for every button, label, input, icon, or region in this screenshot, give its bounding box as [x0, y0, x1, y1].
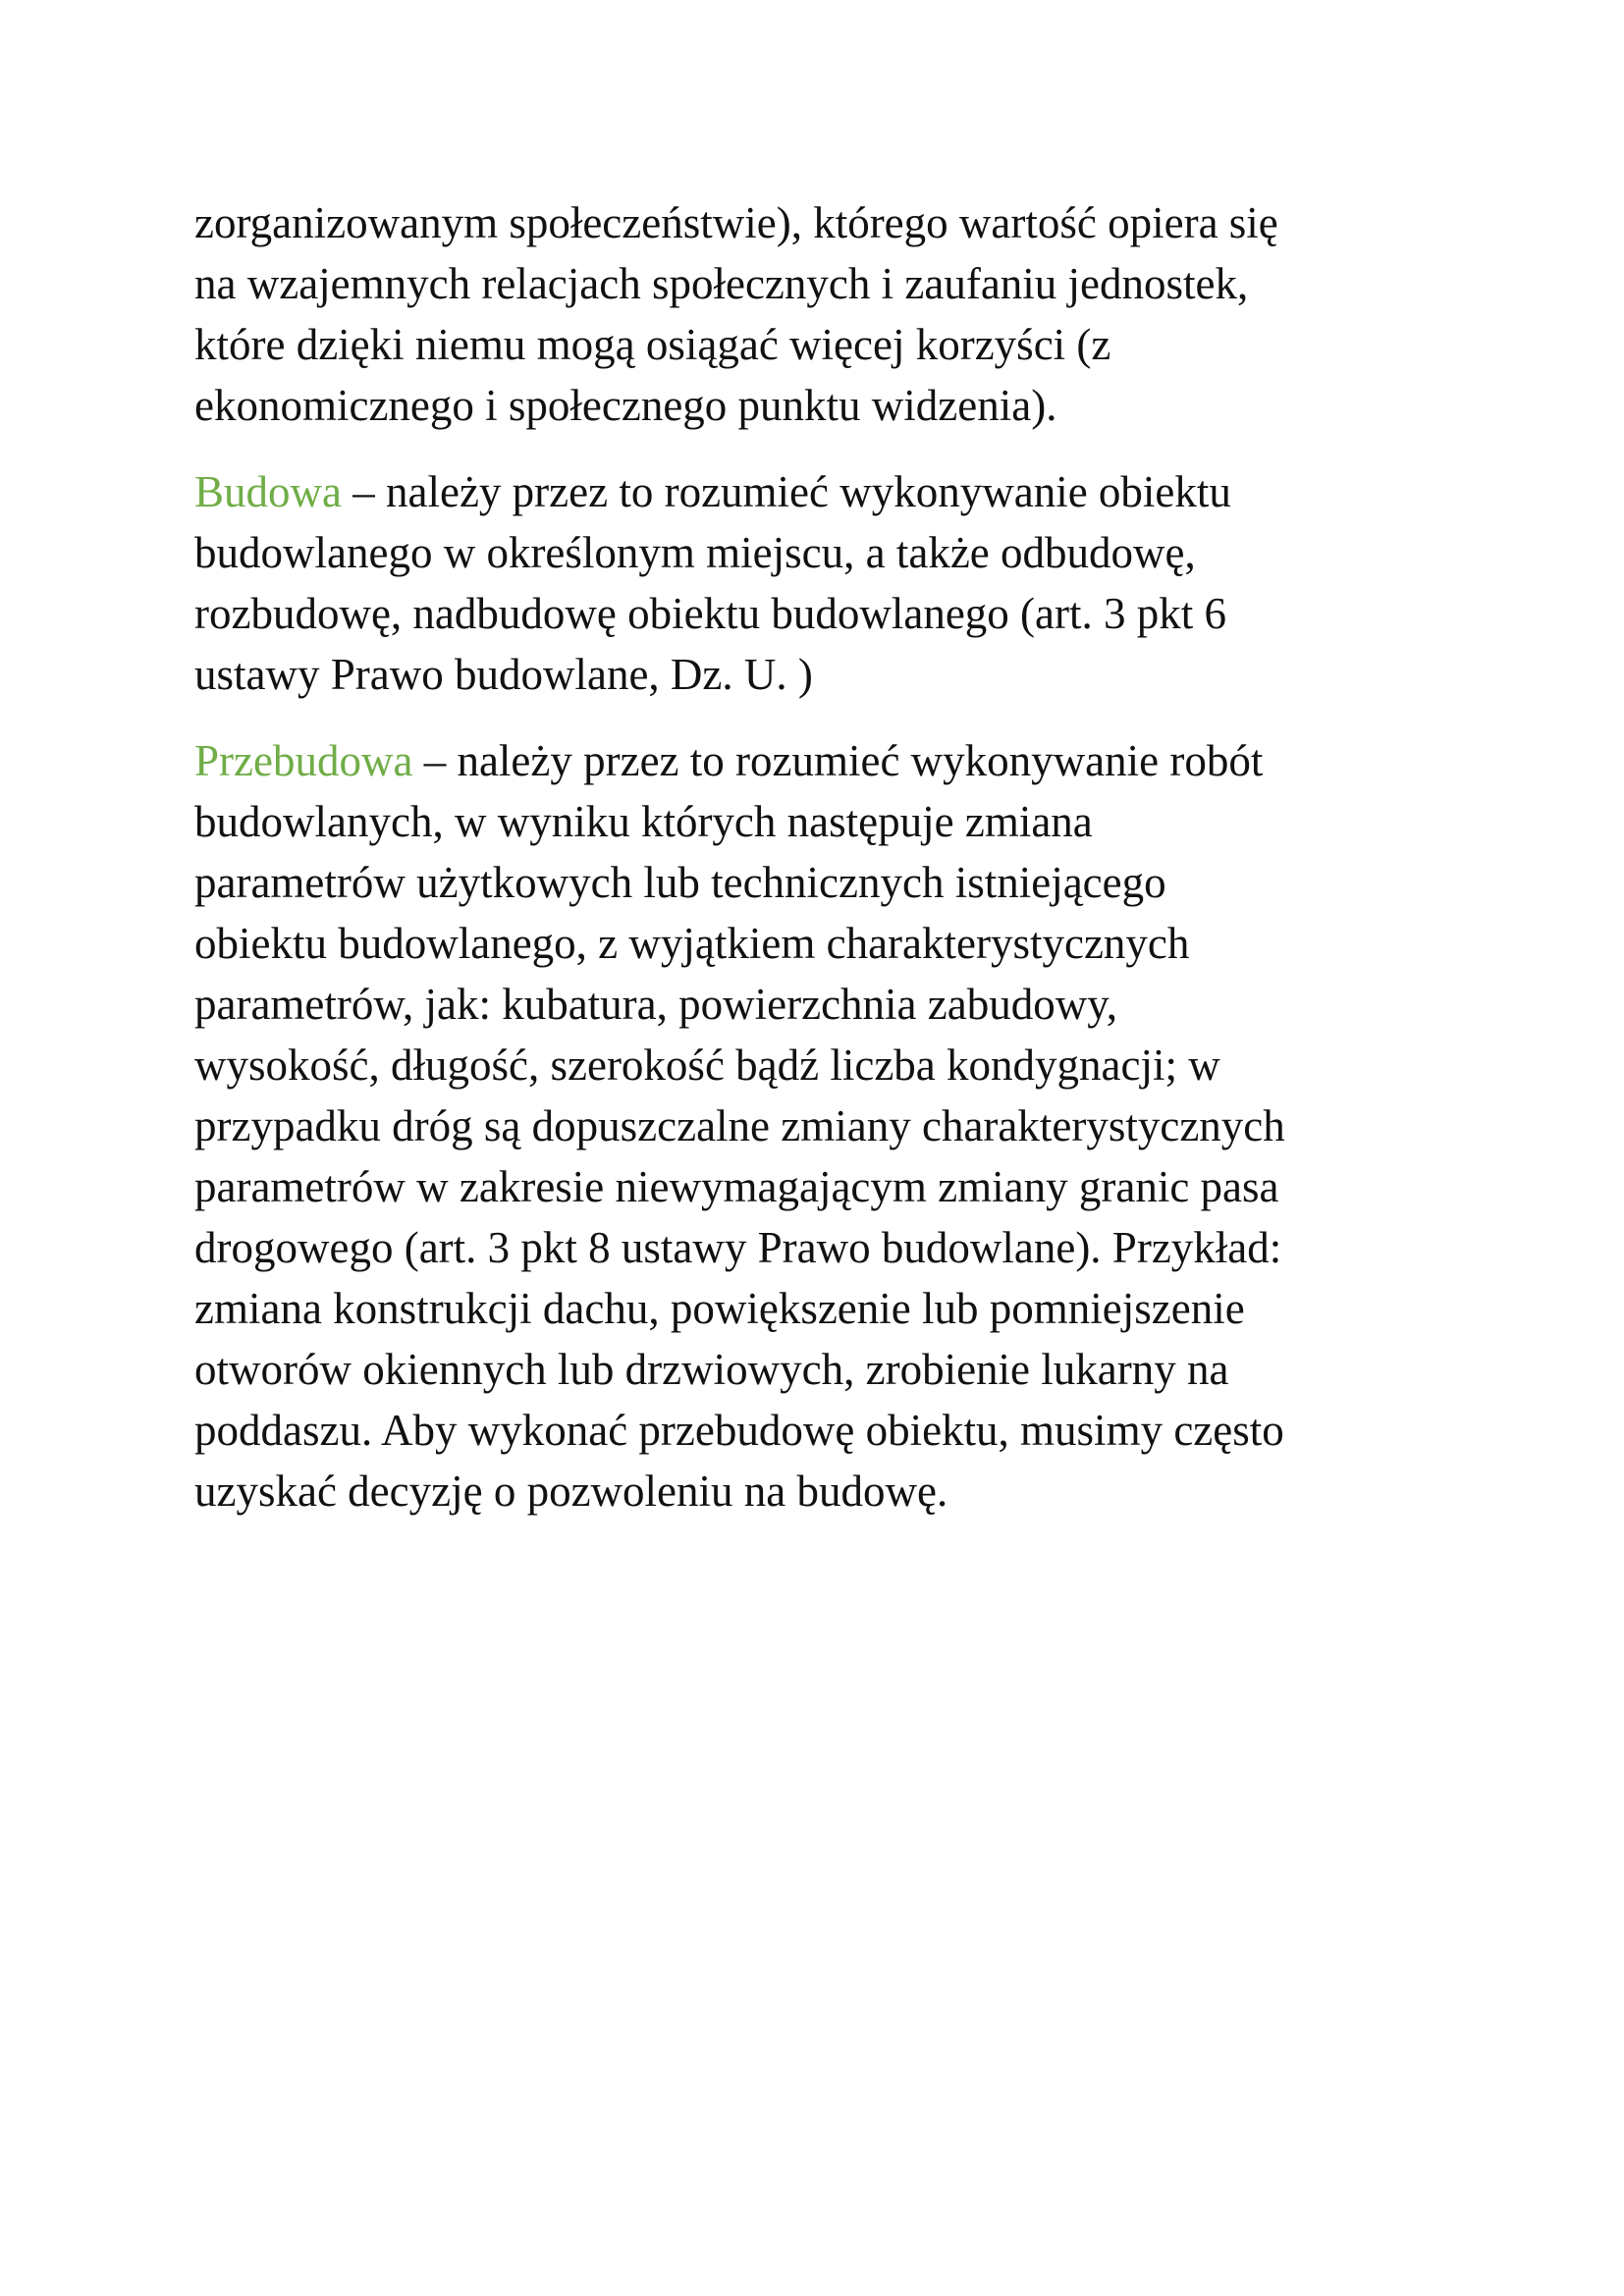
term-budowa: Budowa — [194, 467, 342, 516]
definition-text: – należy przez to rozumieć wykonywanie obiektu — [342, 467, 1231, 516]
text-line: zmiana konstrukcji dachu, powiększenie lub pomniejszenie — [194, 1284, 1245, 1333]
text-line: przypadku dróg są dopuszczalne zmiany charakterystycznych — [194, 1101, 1285, 1150]
paragraph-budowa — [194, 461, 1451, 705]
text-line: parametrów, jak: kubatura, powierzchnia zabudowy, — [194, 980, 1118, 1029]
text-line: rozbudowę, nadbudowę obiektu budowlanego (art. 3 pkt 6 — [194, 589, 1226, 638]
document-body — [194, 192, 1451, 1547]
text-line: uzyskać decyzję o pozwoleniu na budowę. — [194, 1467, 948, 1516]
text-line — [194, 461, 1451, 522]
text-line: obiektu budowlanego, z wyjątkiem charakterystycznych — [194, 919, 1190, 968]
text-line: drogowego (art. 3 pkt 8 ustawy Prawo budowlane). Przykład: — [194, 1223, 1282, 1272]
text-line — [194, 730, 1451, 791]
text-line: które dzięki niemu mogą osiągać więcej korzyści (z — [194, 320, 1111, 369]
paragraph-social-capital — [194, 192, 1451, 436]
text-line: ekonomicznego i społecznego punktu widzenia). — [194, 381, 1057, 430]
text-line: parametrów użytkowych lub technicznych istniejącego — [194, 858, 1166, 907]
text-line: poddaszu. Aby wykonać przebudowę obiektu, musimy często — [194, 1406, 1284, 1455]
text-line: parametrów w zakresie niewymagającym zmiany granic pasa — [194, 1162, 1279, 1211]
definition-text: – należy przez to rozumieć wykonywanie robót — [412, 736, 1264, 785]
paragraph-przebudowa — [194, 730, 1451, 1522]
text-line: wysokość, długość, szerokość bądź liczba kondygnacji; w — [194, 1041, 1220, 1090]
text-line: otworów okiennych lub drzwiowych, zrobienie lukarny na — [194, 1345, 1229, 1394]
text-line: ustawy Prawo budowlane, Dz. U. ) — [194, 650, 813, 699]
text-line: budowlanego w określonym miejscu, a także odbudowę, — [194, 528, 1196, 577]
text-line: budowlanych, w wyniku których następuje zmiana — [194, 797, 1093, 846]
term-przebudowa: Przebudowa — [194, 736, 413, 785]
text-line: na wzajemnych relacjach społecznych i zaufaniu jednostek, — [194, 259, 1249, 308]
text-line: zorganizowanym społeczeństwie), którego wartość opiera się — [194, 198, 1278, 247]
